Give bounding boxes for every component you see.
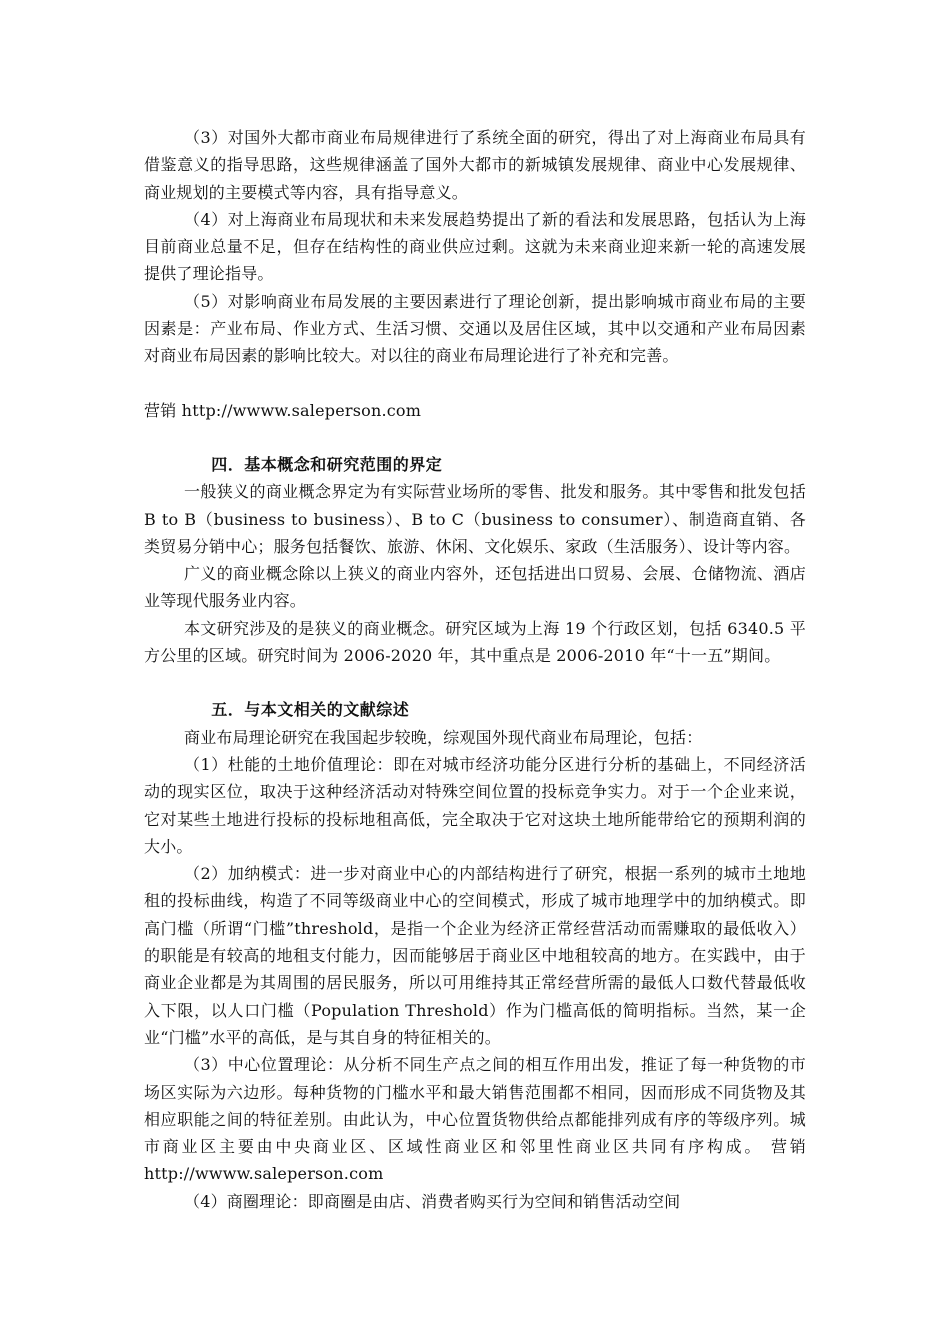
paragraph: 一般狭义的商业概念界定为有实际营业场所的零售、批发和服务。其中零售和批发包括 B to B（business to business）、B to C（business to consumer）、制造商直销、各类贸易分销中心；服务包括餐饮、旅游、休闲、文化娱乐、家政（生活服务）、设计等内容。 bbox=[144, 482, 806, 556]
paragraph: 本文研究涉及的是狭义的商业概念。研究区域为上海 19 个行政区划，包括 6340.5 平方公里的区域。研究时间为 2006-2020 年，其中重点是 2006-2010 年“十一五”期间。 bbox=[144, 618, 806, 666]
spacer bbox=[144, 370, 806, 397]
section-heading: 五．与本文相关的文献综述 bbox=[211, 700, 410, 720]
paragraph: （3）中心位置理论：从分析不同生产点之间的相互作用出发，推证了每一种货物的市场区实际为六边形。每种货物的门槛水平和最大销售范围都不相同，因而形成不同货物及其相应职能之间的特征差别。由此认为，中心位置货物供给点都能排列成有序的等级序列。城市商业区主要由中央商业区、区域性商业区和邻里性商业区共同有序构成。 营销 http://wwww.saleperson.com bbox=[144, 1055, 806, 1184]
document-body bbox=[144, 124, 806, 1215]
paragraph: （4）商圈理论：即商圈是由店、消费者购买行为空间和销售活动空间 bbox=[184, 1191, 681, 1211]
paragraph: （3）对国外大都市商业布局规律进行了系统全面的研究，得出了对上海商业布局具有借鉴意义的指导思路，这些规律涵盖了国外大都市的新城镇发展规律、商业中心发展规律、商业规划的主要模式等内容，具有指导意义。 bbox=[144, 128, 806, 202]
paragraph: （4）对上海商业布局现状和未来发展趋势提出了新的看法和发展思路，包括认为上海目前商业总量不足，但存在结构性的商业供应过剩。这就为未来商业迎来新一轮的高速发展提供了理论指导。 bbox=[144, 209, 806, 284]
marketing-line: 营销 http://wwww.saleperson.com bbox=[144, 400, 422, 420]
spacer bbox=[144, 669, 806, 696]
paragraph: 广义的商业概念除以上狭义的商业内容外，还包括进出口贸易、会展、仓储物流、酒店业等现代服务业内容。 bbox=[144, 564, 806, 611]
paragraph: （5）对影响商业布局发展的主要因素进行了理论创新，提出影响城市商业布局的主要因素是：产业布局、作业方式、生活习惯、交通以及居住区域，其中以交通和产业布局因素对商业布局因素的影响比较大。对以往的商业布局理论进行了补充和完善。 bbox=[144, 291, 806, 366]
paragraph: （1）杜能的土地价值理论：即在对城市经济功能分区进行分析的基础上，不同经济活动的现实区位，取决于这种经济活动对特殊空间位置的投标竞争实力。对于一个企业来说，它对某些土地进行投标的投标地租高低，完全取决于它对这块土地所能带给它的预期利润的大小。 bbox=[144, 754, 806, 856]
paragraph: （2）加纳模式：进一步对商业中心的内部结构进行了研究，根据一系列的城市土地地租的投标曲线，构造了不同等级商业中心的空间模式，形成了城市地理学中的加纳模式。即高门槛（所谓“门槛”threshold，是指一个企业为经济正常经营活动而需赚取的最低收入）的职能是有较高的地租支付能力，因而能够居于商业区中地租较高的地方。在实践中，由于商业企业都是为其周围的居民服务，所以可用维持其正常经营所需的最低人口数代替最低收入下限，以人口门槛（Population Threshold）作为门槛高低的简明指标。当然，某一企业“门槛”水平的高低，是与其自身的特征相关的。 bbox=[144, 864, 806, 1047]
section-heading: 四．基本概念和研究范围的界定 bbox=[211, 454, 443, 474]
spacer bbox=[144, 424, 806, 451]
paragraph: 商业布局理论研究在我国起步较晚，综观国外现代商业布局理论，包括： bbox=[184, 727, 703, 747]
